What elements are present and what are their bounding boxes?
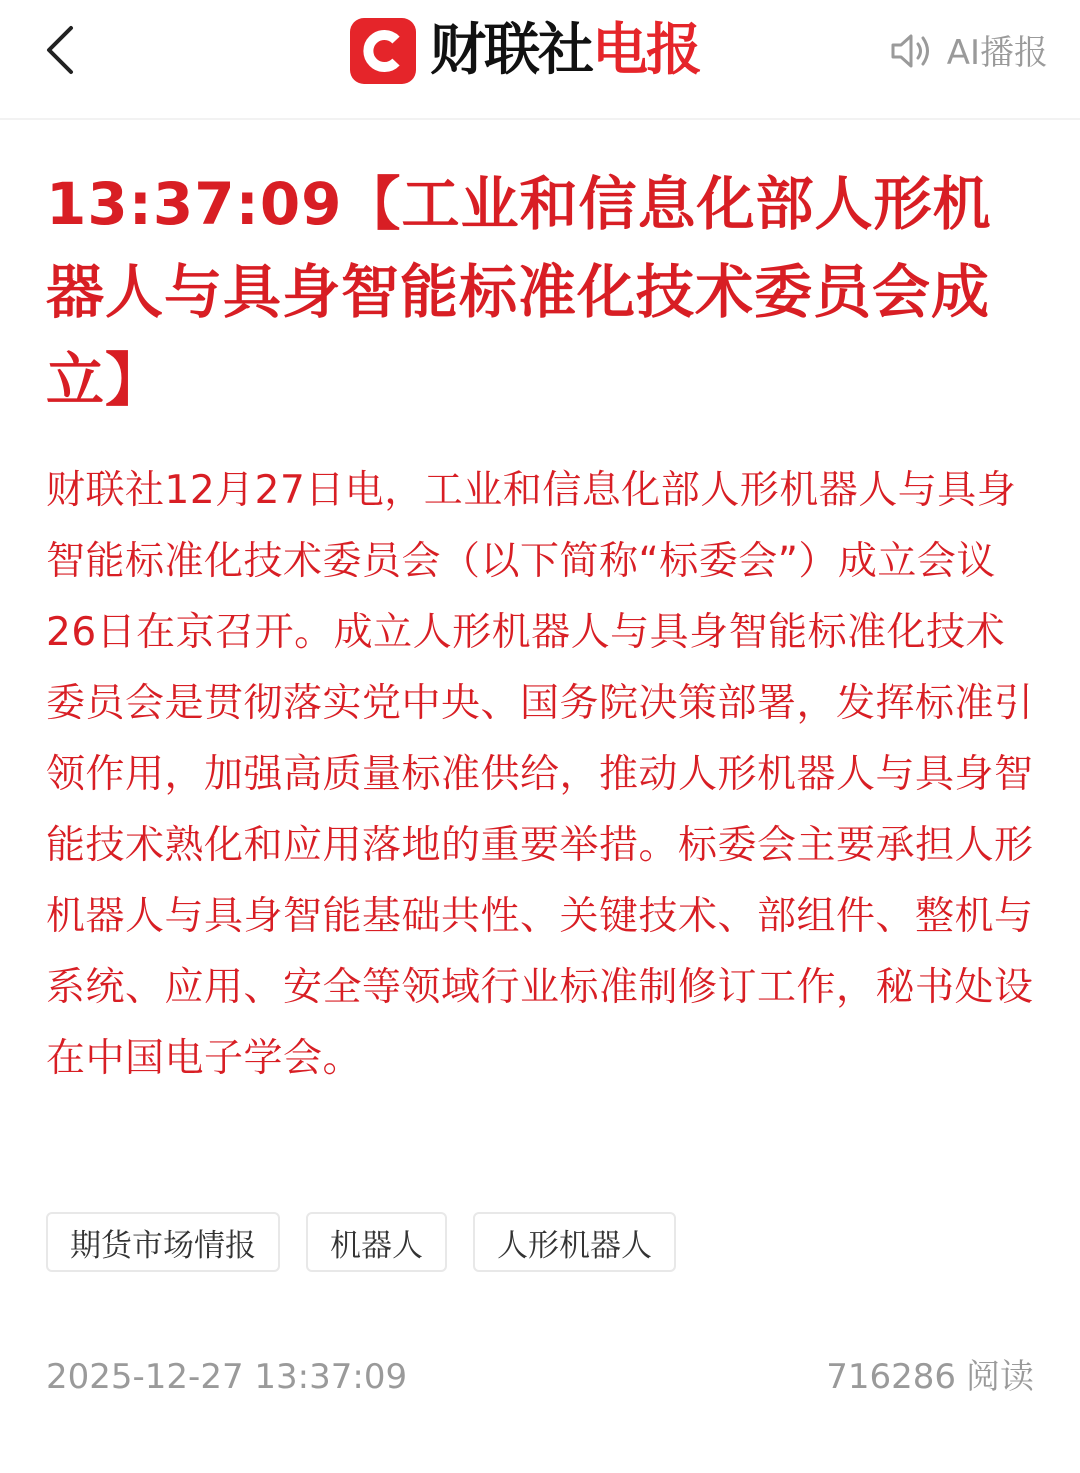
logo-mark [350,18,416,84]
ai-broadcast-button[interactable] [889,28,1048,78]
header-divider [0,118,1080,120]
tag-robot[interactable]: 机器人 [306,1212,447,1272]
logo-text-brand: 财联社 [430,18,592,83]
speaker-icon [889,31,933,75]
top-bar [0,0,1080,110]
tag-humanoid-robot[interactable]: 人形机器人 [473,1212,676,1272]
logo-text-telegraph: 电报 [592,18,700,83]
back-button[interactable] [36,24,84,80]
app-logo [350,18,700,84]
read-count [826,1352,1034,1402]
tag-list [46,1212,676,1272]
article-headline: 13:37:09【工业和信息化部人形机器人与具身智能标准化技术委员会成立】 [46,170,992,414]
publish-timestamp: 2025-12-27 13:37:09 [46,1357,408,1397]
back-chevron-icon [45,25,75,79]
ai-broadcast-label: AI播报 [946,33,1048,73]
read-count-value: 716286 [826,1357,956,1397]
article-body: 财联社12月27日电，工业和信息化部人形机器人与具身智能标准化技术委员会（以下简称“标委会”）成立会议26日在京召开。成立人形机器人与具身智能标准化技术委员会是贯彻落实党中央、国务院决策部署，发挥标准引领作用，加强高质量标准供给，推动人形机器人与具身智能技术熟化和应用落地的重要举措。标委会主要承担人形机器人与具身智能基础共性、关键技术、部组件、整机与系统、应用、安全等领域行业标准制修订工作，秘书处设在中国电子学会。 [46,468,1034,1081]
read-count-label: 阅读 [966,1357,1034,1397]
tag-futures-market[interactable]: 期货市场情报 [46,1212,280,1272]
